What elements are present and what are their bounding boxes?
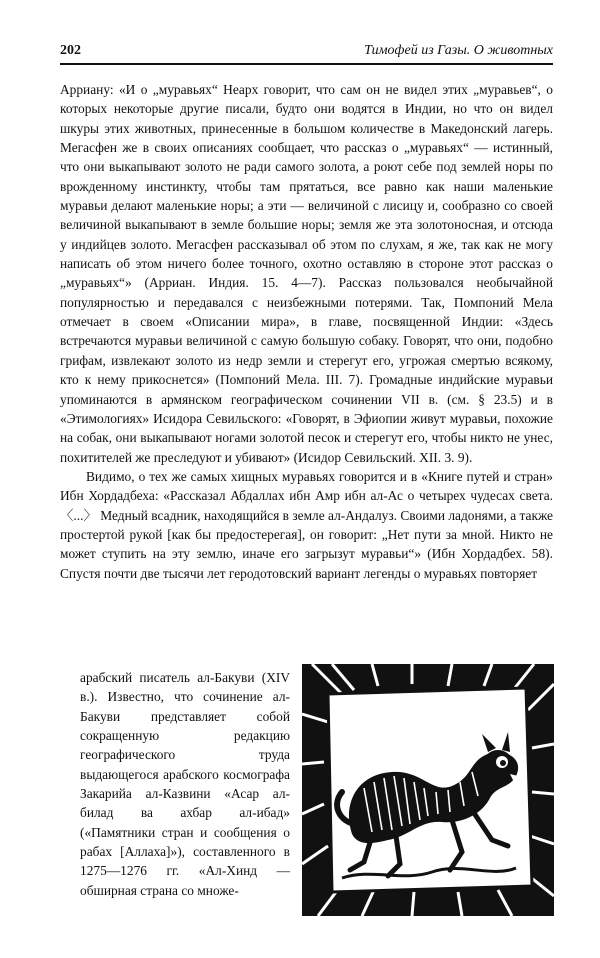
paragraph-1: Арриану: «И о „муравьях“ Неарх говорит, что сам он не видел этих „муравьев“, о которых некоторые другие писали, будто они водятся в Индии, но что он видел шкуры этих животных, принесенные в большом количестве в Македонский лагерь. Мегасфен же в своих описаниях сообщает, что рассказ о „муравьях“ — истинный, что они выкапывают золото не ради самого золота, а роют себе под землей норы по врожденному инстинкту, чтобы там прятаться, все равно как наши маленькие муравьи делают маленькие норы; а эти — величиной с лисицу и, сообразно со своей величиной выкапывают в земле большие норы; земля же эта золотоносная, и отсюда у индийцев золото. Мегасфен рассказывал об этом по слухам, я же, так как не могу написать об этом ничего более точного, охотно оставляю в стороне этот рассказ о „муравьях“» (Арриан. Индия. 15. 4—7). Рассказ пользовался необычайной популярностью и передавался с неизбежными потерями. Так, Помпоний Мела отмечает в своем «Описании мира», в главе, посвященной Индии: «Здесь встречаются муравьи величиной с самую большую собаку. Говорят, что они, подобно грифам, извлекают золото из недр земли и стерегут его, угрожая смертью всякому, кто к нему прикоснется» (Помпоний Мела. III. 7). Громадные индийские муравьи упоминаются в армянском географическом сочинении VII в. (см. § 23.5) и в «Этимологиях» Исидора Севильского: «Говорят, в Эфиопии живут муравьи, похожие на собак, они выкапывают ногами золотой песок и стерегут его, чтобы никто не унес, похитителей же преследуют и убивают» (Исидор Севильский. XII. 3. 9). — [60, 82, 553, 465]
wrapped-paragraph: арабский писатель ал-Бакуви (XIV в.). Известно, что сочинение ал-Бакуви представляет собой сокращенную редакцию географического труда выдающегося арабского космографа Закарийа ал-Казвини «Асар ал-билад ва ахбар ал-ибад» («Памятники стран и сообщения о рабах [Аллаха]»), составленного в 1275—1276 гг. «Ал-Хинд — обширная страна со множе- — [80, 670, 290, 898]
paragraph-2: Видимо, о тех же самых хищных муравьях говорится и в «Книге путей и стран» Ибн Хордадбеха: «Рассказал Абдаллах ибн Амр ибн ал-Ас о четырех чудесах света. 〈...〉 Медный всадник, находящийся в земле ал-Андалуз. Своими ладонями, а также простертой рукой [как бы предостерегая], он говорит: „Нет пути за мной. Никто не может ступить на эту землю, иначе его загрызут муравьи“» (Ибн Хордадбех. 58). Спустя почти две тысячи лет геродотовский вариант легенды о муравьях повторяет — [60, 468, 553, 581]
wrapped-text-column — [80, 668, 290, 900]
page-number: 202 — [60, 43, 81, 58]
main-text — [60, 80, 553, 583]
header-rule — [60, 63, 553, 65]
running-title: Тимофей из Газы. О животных — [364, 43, 553, 58]
ant-creature-woodcut-icon — [302, 664, 554, 916]
running-head — [60, 42, 553, 62]
